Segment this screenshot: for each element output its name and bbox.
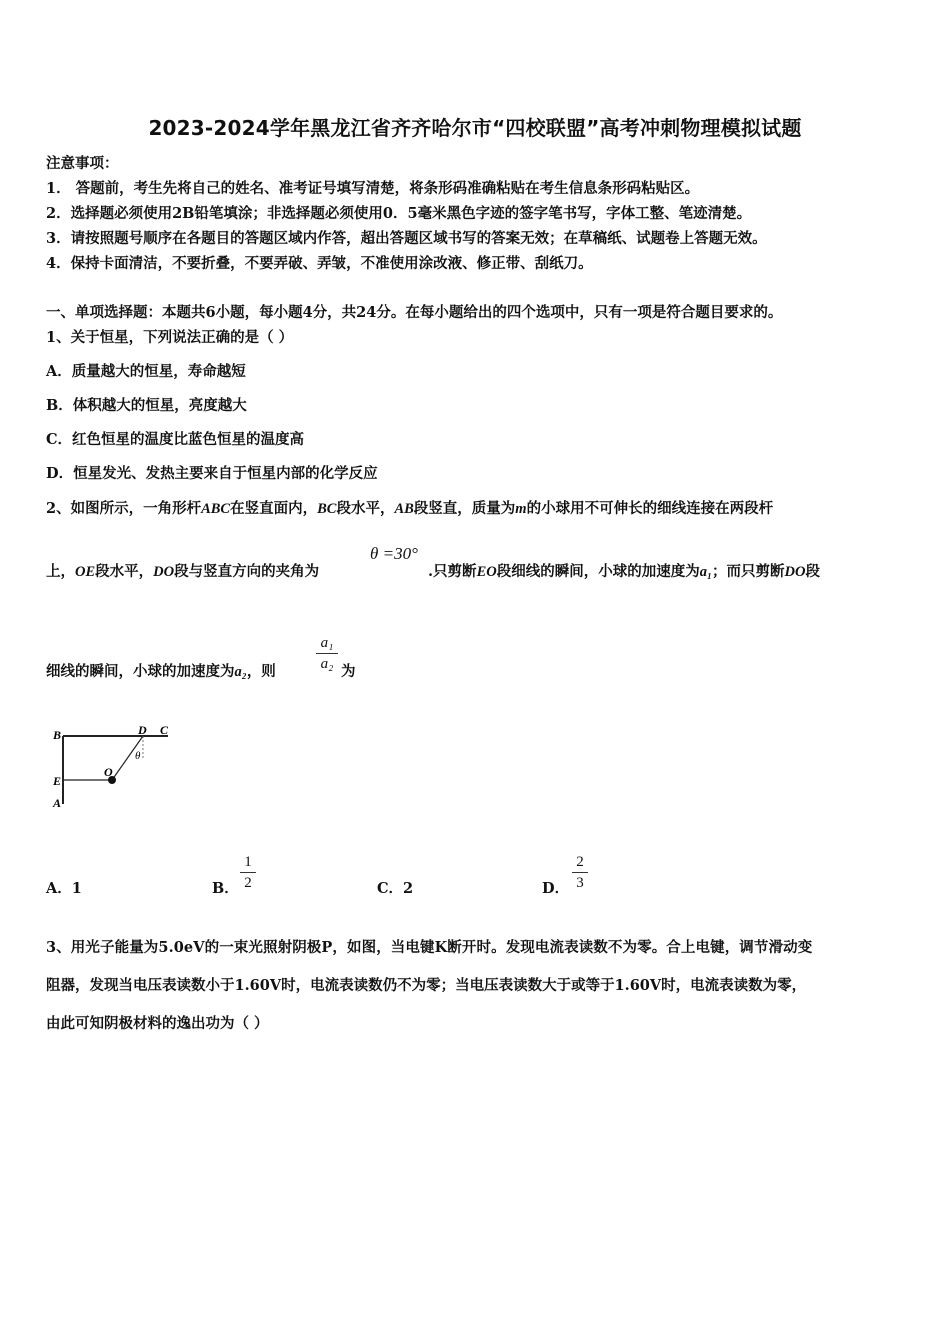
question-3-line-2: 阻器，发现当电压表读数小于1.60V时，电流表读数仍不为零；当电压表读数大于或等于1.60V时，电流表读数为零， [46, 977, 807, 994]
question-2-line-3: 细线的瞬间，小球的加速度为a₂，则 [46, 663, 276, 680]
question-2-line-2-cont: .只剪断EO段细线的瞬间，小球的加速度为a₁；而只剪断DO段 [428, 563, 820, 580]
ratio-denominator: a₂ [320, 656, 334, 672]
label-a: A [53, 796, 62, 810]
question-3-line-3: 由此可知阴极材料的逸出功为（ ） [46, 1015, 269, 1032]
label-theta: θ [135, 750, 141, 762]
rod-diagram [44, 718, 184, 818]
label-d: D [138, 723, 147, 737]
question-2-option-c: C．2 [377, 880, 414, 897]
question-2-option-b-fraction: 1 2 [240, 853, 256, 892]
label-o: O [104, 765, 113, 779]
notice-heading: 注意事项： [46, 155, 119, 172]
question-2-line-1: 2、如图所示，一角形杆ABC在竖直面内，BC段水平，AB段竖直，质量为m的小球用不可伸长的细线连接在两段杆 [46, 500, 774, 517]
question-2-option-a: A．1 [46, 880, 82, 897]
ratio-fraction [316, 634, 338, 673]
question-1-option-a: A．质量越大的恒星，寿命越短 [46, 363, 246, 380]
label-b: B [53, 728, 62, 742]
question-1-stem: 1、关于恒星，下列说法正确的是（ ） [46, 329, 294, 346]
ratio-numerator: a₁ [320, 635, 334, 651]
page-title: 2023-2024学年黑龙江省齐齐哈尔市“四校联盟”高考冲刺物理模拟试题 [148, 116, 802, 140]
question-1-option-b: B．体积越大的恒星，亮度越大 [46, 397, 247, 414]
notice-item-3: 3．请按照题号顺序在各题目的答题区域内作答，超出答题区域书写的答案无效；在草稿纸、试题卷上答题无效。 [46, 230, 767, 247]
section-heading: 一、单项选择题：本题共6小题，每小题4分，共24分。在每小题给出的四个选项中，只有一项是符合题目要求的。 [46, 304, 783, 321]
question-3-line-1: 3、用光子能量为5.0eV的一束光照射阴极P，如图，当电键K断开时。发现电流表读数不为零。合上电键，调节滑动变 [46, 939, 813, 956]
label-c: C [160, 723, 169, 737]
question-2-option-b-label: B． [212, 880, 239, 897]
label-e: E [53, 774, 62, 788]
notice-item-4: 4．保持卡面清洁，不要折叠，不要弄破、弄皱，不准使用涂改液、修正带、刮纸刀。 [46, 255, 593, 272]
notice-item-1: 1． 答题前，考生先将自己的姓名、准考证号填写清楚，将条形码准确粘贴在考生信息条形码粘贴区。 [46, 180, 700, 197]
question-1-option-c: C．红色恒星的温度比蓝色恒星的温度高 [46, 431, 305, 448]
notice-item-2: 2．选择题必须使用2B铅笔填涂；非选择题必须使用0．5毫米黑色字迹的签字笔书写，字体工整、笔迹清楚。 [46, 205, 752, 222]
question-2-line-2: 上，OE段水平，DO段与竖直方向的夹角为 [46, 563, 320, 580]
question-2-option-d-label: D． [542, 880, 570, 897]
question-2-line-3-end: 为 [341, 663, 356, 680]
theta-equation: θ =30° [370, 544, 418, 563]
question-1-option-d: D．恒星发光、发热主要来自于恒星内部的化学反应 [46, 465, 378, 482]
question-2-option-d-fraction: 2 3 [572, 853, 588, 892]
